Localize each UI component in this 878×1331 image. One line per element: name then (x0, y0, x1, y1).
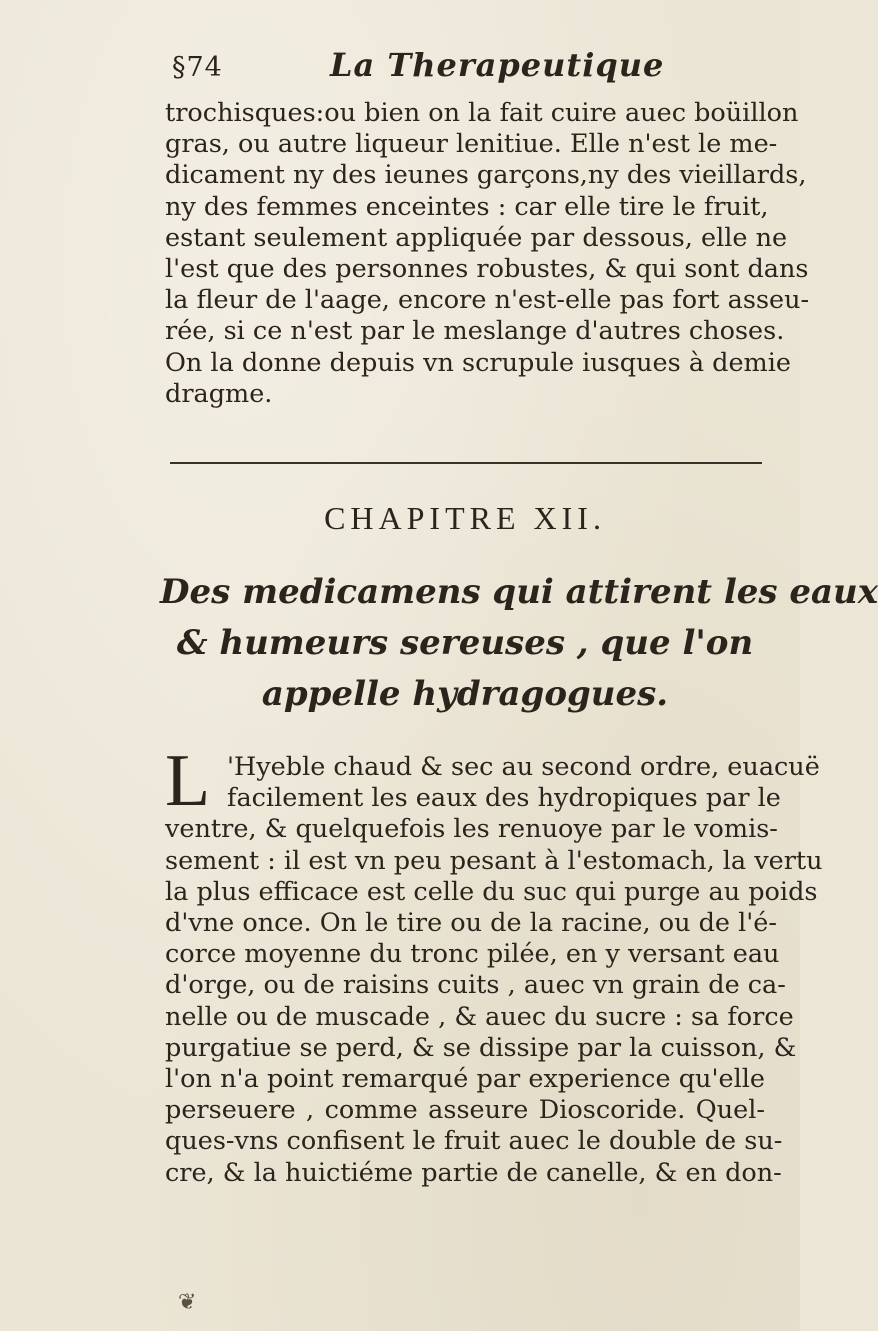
text-line: gras, ou autre liqueur lenitiue. Elle n'est le me- (165, 129, 778, 160)
text-line: 'Hyeble chaud & sec au second ordre, euacuë (227, 752, 820, 782)
text-line: perseuere , comme asseure Dioscoride. Quel- (165, 1095, 765, 1126)
paragraph-main (165, 752, 823, 1189)
text-line: ques-vns confisent le fruit auec le double de su- (165, 1126, 783, 1157)
running-title: La Therapeutique (330, 46, 665, 84)
paragraph-continued (165, 98, 810, 410)
text-line: l'on n'a point remarqué par experience qu'elle (165, 1064, 765, 1095)
text-line: dragme. (165, 378, 273, 409)
text-line: trochisques:ou bien on la fait cuire auec boüillon (165, 98, 799, 128)
text-line: nelle ou de muscade , & auec du sucre : sa force (165, 1001, 794, 1032)
text-line: dicament ny des ieunes garçons,ny des vieillards, (165, 160, 807, 191)
chapter-heading: CHAPITRE XII. (324, 500, 606, 536)
text-line: facilement les eaux des hydropiques par le (227, 783, 781, 814)
section-divider-rule (170, 462, 762, 464)
running-head (172, 46, 732, 96)
text-line: corce moyenne du tronc pilée, en y versant eau (165, 939, 780, 970)
chapter-title (160, 567, 878, 720)
chapter-title-line: appelle hydragogues. (261, 674, 669, 714)
text-line: la plus efficace est celle du suc qui purge au poids (165, 876, 818, 907)
text-line: ventre, & quelquefois les renuoye par le vomis- (165, 814, 778, 845)
text-line: rée, si ce n'est par le meslange d'autres choses. (165, 316, 785, 347)
text-line: d'orge, ou de raisins cuits , auec vn grain de ca- (165, 970, 786, 1001)
ink-blot-mark: ❦ (178, 1290, 197, 1315)
text-line: la fleur de l'aage, encore n'est-elle pas fort asseu- (165, 285, 810, 316)
text-line: l'est que des personnes robustes, & qui sont dans (165, 254, 809, 285)
text-line: sement : il est vn peu pesant à l'estomach, la vertu (165, 845, 823, 876)
drop-cap-initial: L (165, 740, 211, 822)
text-line: d'vne once. On le tire ou de la racine, ou de l'é- (165, 908, 777, 939)
text-line: On la donne depuis vn scrupule iusques à demie (165, 347, 791, 378)
chapter-title-line: Des medicamens qui attirent les eaux (160, 572, 878, 612)
text-line: cre, & la huictiéme partie de canelle, & en don- (165, 1157, 782, 1188)
text-line: purgatiue se perd, & se dissipe par la cuisson, & (165, 1032, 797, 1063)
page-number: §74 (172, 52, 223, 83)
text-line: ny des femmes enceintes : car elle tire le fruit, (165, 191, 769, 222)
chapter-title-line: & humeurs sereuses , que l'on (176, 623, 754, 663)
text-line: estant seulement appliquée par dessous, elle ne (165, 222, 788, 253)
